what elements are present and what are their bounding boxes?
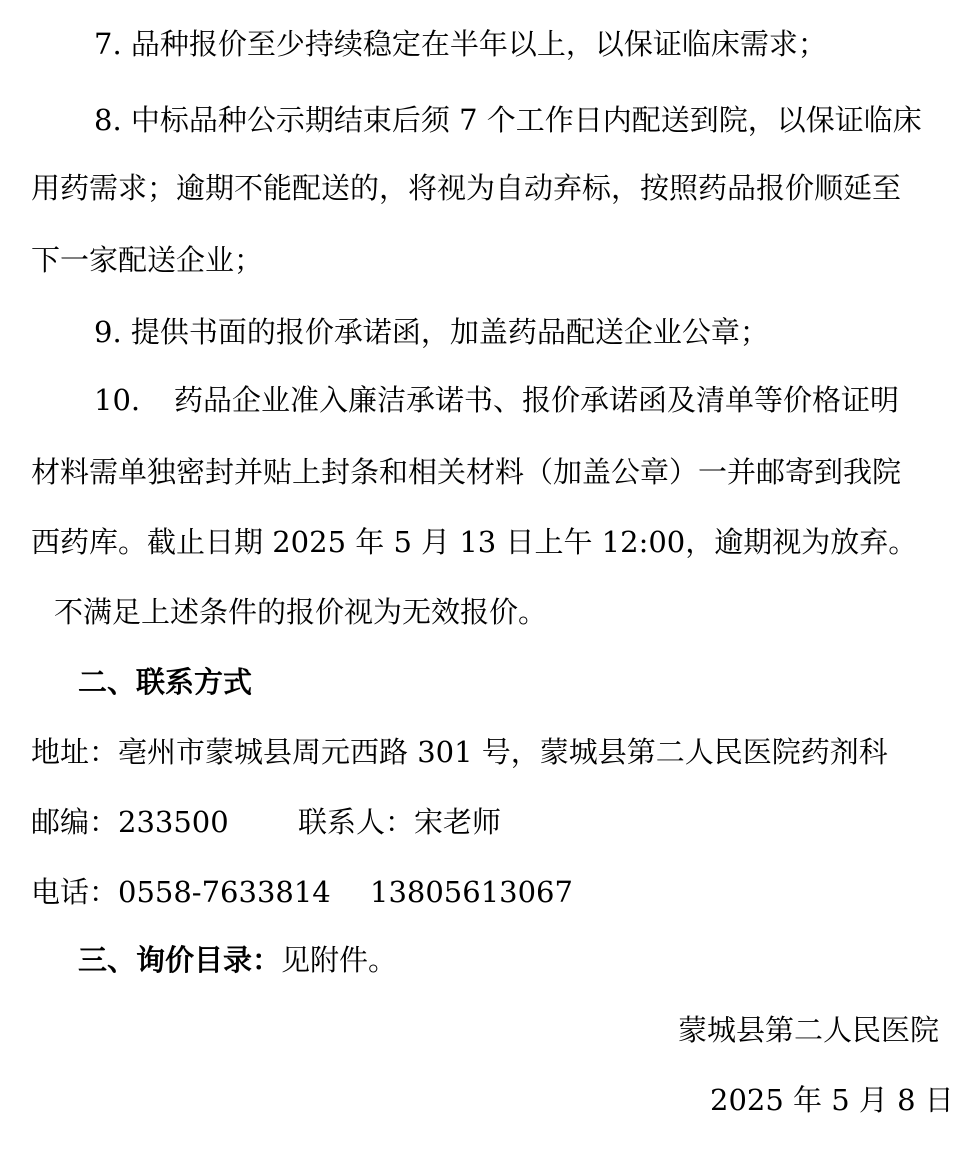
contact-mobile: 13805613067 xyxy=(370,875,573,909)
contact-phone: 电话：0558-7633814 xyxy=(31,875,331,909)
contact-postcode: 邮编：233500 xyxy=(31,805,229,839)
item-10-line-3: 西药库。截止日期 2025 年 5 月 13 日上午 12:00，逾期视为放弃。 xyxy=(31,525,918,559)
contact-person: 联系人：宋老师 xyxy=(298,805,502,839)
item-9: 9. 提供书面的报价承诺函，加盖药品配送企业公章； xyxy=(94,315,769,349)
item-8-line-3: 下一家配送企业； xyxy=(31,243,264,277)
item-10-number: 10. xyxy=(94,383,141,417)
invalid-quote-note: 不满足上述条件的报价视为无效报价。 xyxy=(54,595,548,629)
item-8-line-2: 用药需求；逾期不能配送的，将视为自动弃标，按照药品报价顺延至 xyxy=(31,171,902,205)
signature-date: 2025 年 5 月 8 日 xyxy=(710,1083,954,1117)
item-8-line-1: 8. 中标品种公示期结束后须 7 个工作日内配送到院，以保证临床 xyxy=(94,103,922,137)
contact-address: 地址：亳州市蒙城县周元西路 301 号，蒙城县第二人民医院药剂科 xyxy=(31,735,888,769)
signature-organization: 蒙城县第二人民医院 xyxy=(678,1013,940,1047)
item-10-line-2: 材料需单独密封并贴上封条和相关材料（加盖公章）一并邮寄到我院 xyxy=(31,455,902,489)
item-7: 7. 品种报价至少持续稳定在半年以上，以保证临床需求； xyxy=(94,27,827,61)
catalog-line xyxy=(78,940,397,980)
catalog-text: 见附件。 xyxy=(281,943,398,977)
catalog-heading: 三、询价目录： xyxy=(78,943,282,977)
contact-heading: 二、联系方式 xyxy=(78,665,253,699)
item-10-line-1: 药品企业准入廉洁承诺书、报价承诺函及清单等价格证明 xyxy=(174,383,900,417)
